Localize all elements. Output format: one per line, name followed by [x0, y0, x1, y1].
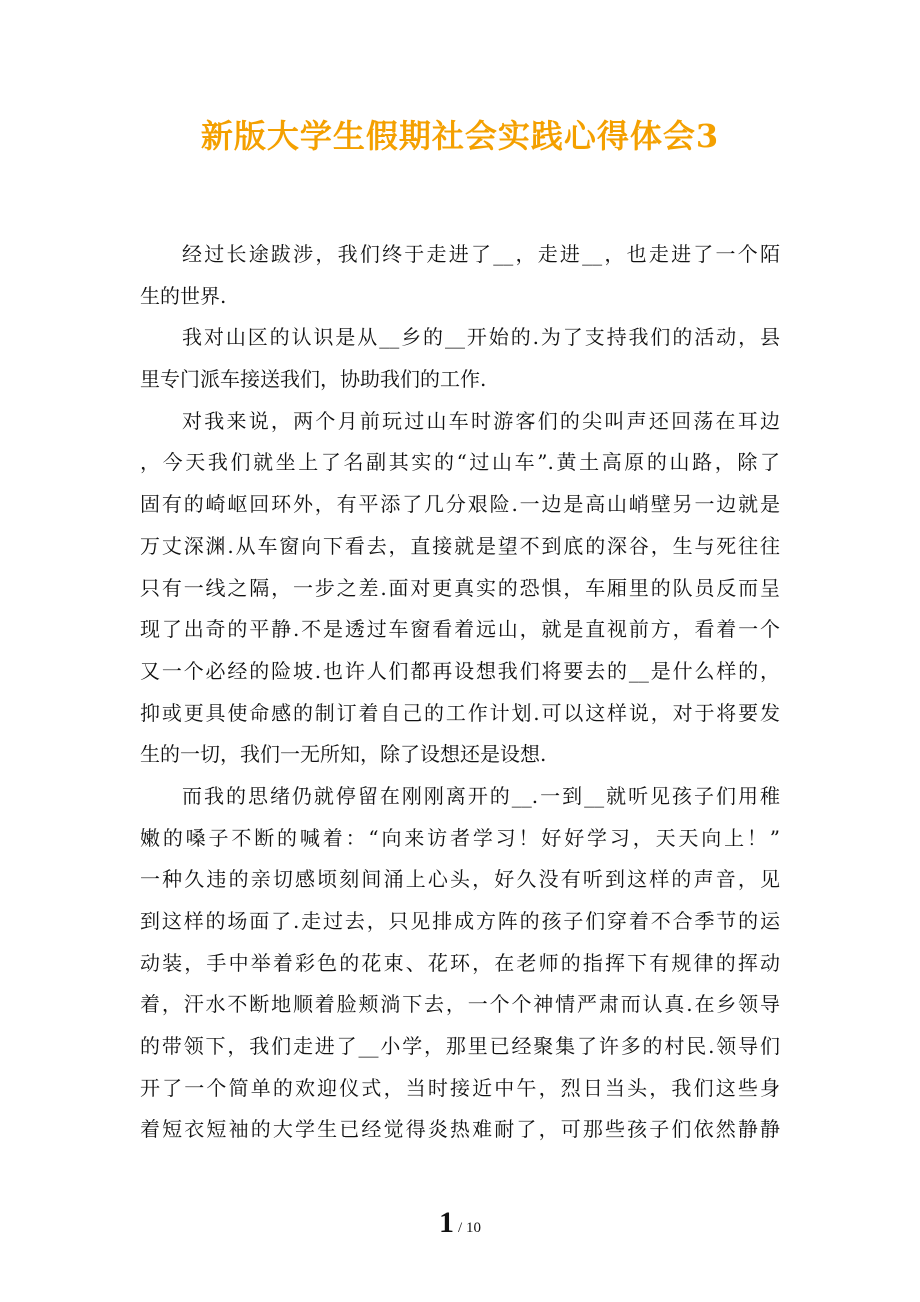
paragraph-3-line-7: 又一个必经的险坡.也许人们都再设想我们将要去的__是什么样的，	[140, 658, 780, 683]
paragraph-1-line-2: 生的世界.	[140, 283, 227, 308]
paragraph-1-line-1: 经过长途跋涉，我们终于走进了__，走进__，也走进了一个陌	[182, 242, 780, 266]
paragraph-3-line-9: 生的一切，我们一无所知，除了设想还是设想.	[140, 742, 547, 767]
paragraph-2-line-2: 里专门派车接送我们，协助我们的工作.	[140, 367, 487, 392]
page-number-total: / 10	[458, 1220, 481, 1236]
paragraph-3-line-8: 抑或更具使命感的制订着自己的工作计划.可以这样说，对于将要发	[140, 700, 780, 725]
paragraph-4-line-6: 着，汗水不断地顺着脸颊淌下去，一个个神情严肃而认真.在乡领导	[140, 992, 780, 1017]
paragraph-4-line-2: 嫩的嗓子不断的喊着：“向来访者学习！好好学习，天天向上！”	[140, 825, 780, 850]
paragraph-4-line-4: 到这样的场面了.走过去，只见排成方阵的孩子们穿着不合季节的运	[140, 909, 780, 933]
paragraph-3-line-1: 对我来说，两个月前玩过山车时游客们的尖叫声还回荡在耳边	[182, 408, 780, 433]
paragraph-2-line-1: 我对山区的认识是从__乡的__开始的.为了支持我们的活动，县	[182, 325, 780, 350]
paragraph-3-line-6: 现了出奇的平静.不是透过车窗看着远山，就是直视前方，看着一个	[140, 617, 780, 642]
paragraph-3-line-5: 只有一线之隔，一步之差.面对更真实的恐惧，车厢里的队员反而呈	[140, 575, 780, 600]
page-number	[0, 1206, 920, 1240]
paragraph-3-line-3: 固有的崎岖回环外，有平添了几分艰险.一边是高山峭壁另一边就是	[140, 492, 780, 517]
document-body	[140, 234, 780, 1151]
page-title: 新版大学生假期社会实践心得体会3	[200, 117, 720, 155]
paragraph-4-line-7: 的带领下，我们走进了__小学，那里已经聚集了许多的村民.领导们	[140, 1034, 780, 1059]
paragraph-4-line-1: 而我的思绪仍就停留在刚刚离开的__.一到__就听见孩子们用稚	[182, 783, 780, 808]
paragraph-4-line-3: 一种久违的亲切感顷刻间涌上心头，好久没有听到这样的声音，见	[140, 867, 780, 892]
page-number-current: 1	[439, 1206, 455, 1239]
paragraph-4-line-9: 着短衣短袖的大学生已经觉得炎热难耐了，可那些孩子们依然静静	[140, 1117, 780, 1142]
paragraph-3-line-2: ，今天我们就坐上了名副其实的“过山车”.黄土高原的山路，除了	[140, 450, 780, 475]
paragraph-4-line-5: 动装，手中举着彩色的花束、花环，在老师的指挥下有规律的挥动	[140, 950, 780, 975]
paragraph-4-line-8: 开了一个简单的欢迎仪式，当时接近中午，烈日当头，我们这些身	[140, 1075, 780, 1100]
paragraph-3-line-4: 万丈深渊.从车窗向下看去，直接就是望不到底的深谷，生与死往往	[140, 533, 780, 558]
